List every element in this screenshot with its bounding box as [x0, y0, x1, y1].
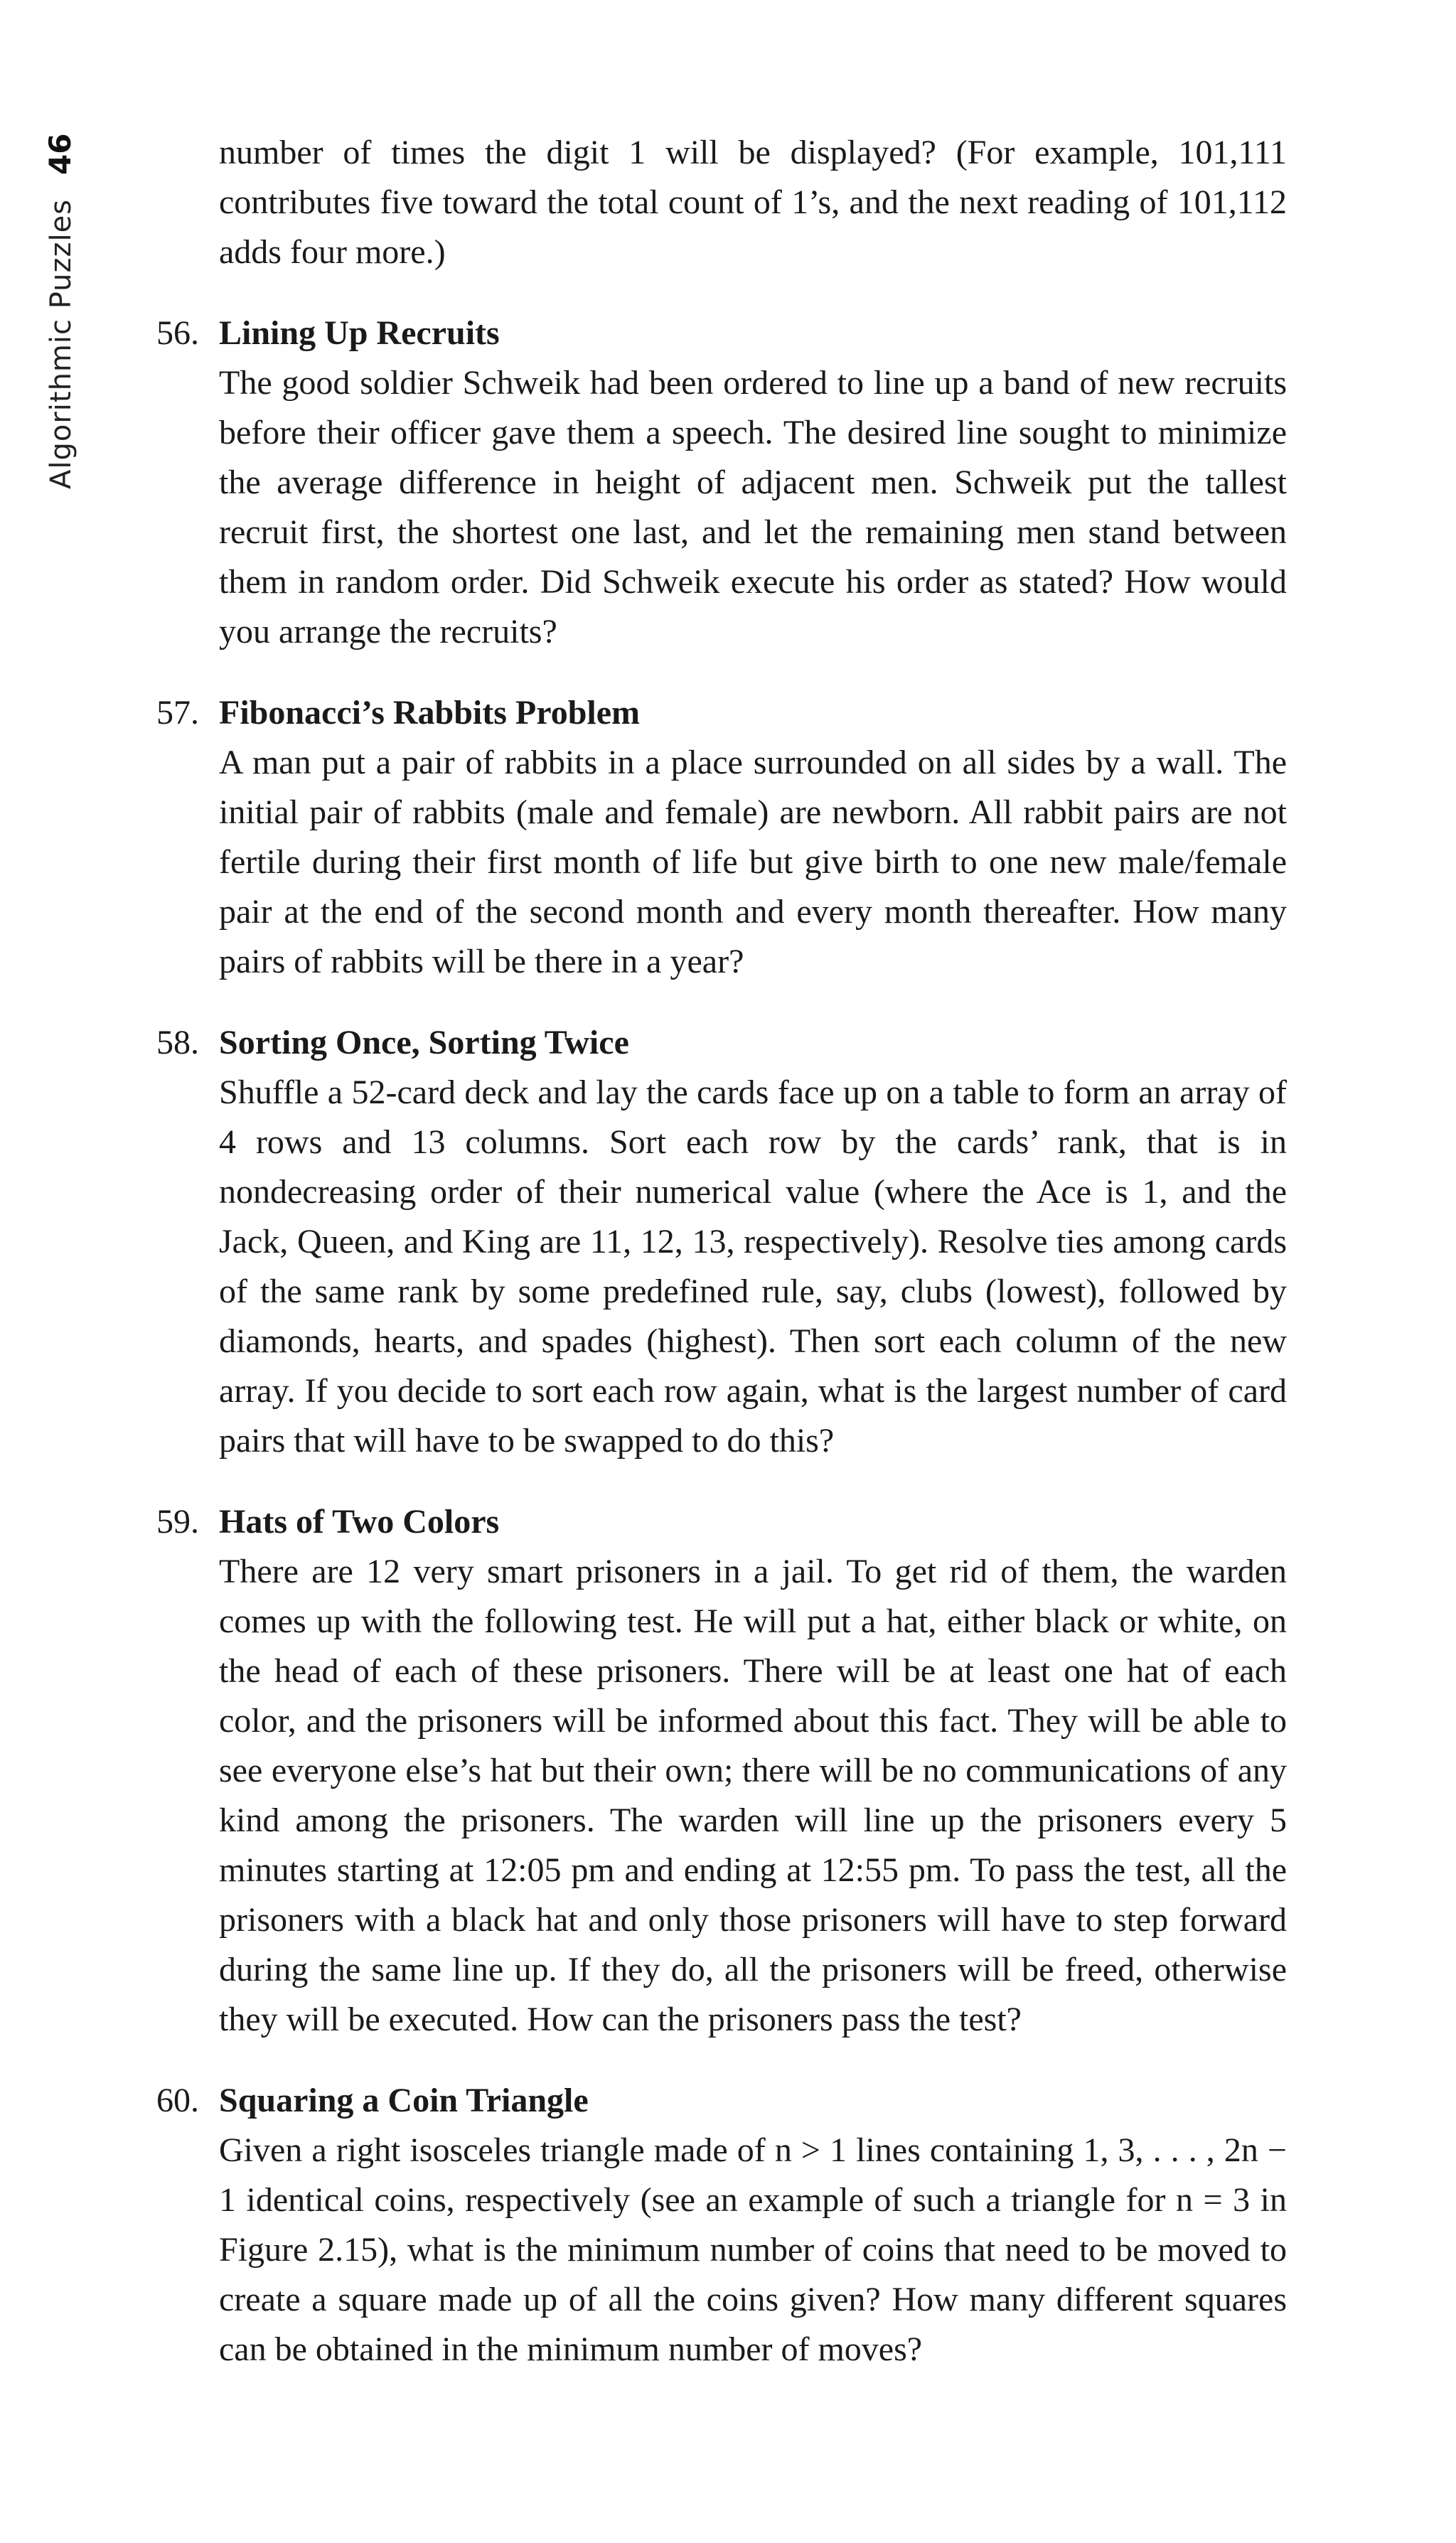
problem-title: Lining Up Recruits: [219, 314, 500, 352]
problem-59: [156, 1497, 1287, 2045]
problem-heading: [156, 2076, 1287, 2126]
page-number: 46: [43, 133, 77, 175]
problem-title: Hats of Two Colors: [219, 1503, 500, 1541]
page-content: [156, 128, 1287, 2375]
problem-58: [156, 1018, 1287, 1466]
problem-heading: [156, 309, 1287, 358]
problem-number: 57.: [156, 694, 199, 732]
problem-heading: [156, 1018, 1287, 1068]
continuation-paragraph: number of times the digit 1 will be displayed? (For example, 101,111 contributes five toward the total count of 1’s, and the next reading of 101,112 adds four more.): [219, 134, 1287, 271]
problem-56: [156, 309, 1287, 657]
section-name: Algorithmic Puzzles: [45, 198, 77, 489]
problem-heading: [156, 1497, 1287, 1547]
problem-number: 58.: [156, 1024, 199, 1061]
problem-title: Squaring a Coin Triangle: [219, 2082, 589, 2119]
problem-60: [156, 2076, 1287, 2375]
problem-body: A man put a pair of rabbits in a place surrounded on all sides by a wall. The initial pair of rabbits (male and female) are newborn. All rabbit pairs are not fertile during their first month of life but give birth to one new male/female pair at the end of the second month and every month thereafter. How many pairs of rabbits will be there in a year?: [219, 744, 1287, 980]
problem-57: [156, 688, 1287, 987]
problem-body: Given a right isosceles triangle made of n > 1 lines containing 1, 3, . . . , 2n − 1 identical coins, respectively (see an example of such a triangle for n = 3 in Figure 2.15), what is the minimum number of coins that need to be moved to create a square made up of all the coins given? How many different squares can be obtained in the minimum number of moves?: [219, 2131, 1287, 2368]
running-head-rotated: [43, 134, 77, 490]
problem-body: Shuffle a 52-card deck and lay the cards face up on a table to form an array of 4 rows and 13 columns. Sort each row by the cards’ rank, that is in nondecreasing order of their numerical value (where the Ace is 1, and the Jack, Queen, and King are 11, 12, 13, respectively). Resolve ties among cards of the same rank by some predefined rule, say, clubs (lowest), followed by diamonds, hearts, and spades (highest). Then sort each column of the new array. If you decide to sort each row again, what is the largest number of card pairs that will have to be swapped to do this?: [219, 1074, 1287, 1460]
problem-title: Fibonacci’s Rabbits Problem: [219, 694, 641, 732]
problem-number: 56.: [156, 314, 199, 352]
problem-number: 59.: [156, 1503, 199, 1541]
problem-number: 60.: [156, 2082, 199, 2119]
problem-heading: [156, 688, 1287, 738]
problem-title: Sorting Once, Sorting Twice: [219, 1024, 629, 1061]
problem-body: The good soldier Schweik had been ordered to line up a band of new recruits before their officer gave them a speech. The desired line sought to minimize the average difference in height of adjacent men. Schweik put the tallest recruit first, the shortest one last, and let the remaining men stand between them in random order. Did Schweik execute his order as stated? How would you arrange the recruits?: [219, 364, 1287, 651]
problem-body: There are 12 very smart prisoners in a jail. To get rid of them, the warden comes up with the following test. He will put a hat, either black or white, on the head of each of these prisoners. There will be at least one hat of each color, and the prisoners will be informed about this fact. They will be able to see everyone else’s hat but their own; there will be no communications of any kind among the prisoners. The warden will line up the prisoners every 5 minutes starting at 12:05 pm and ending at 12:55 pm. To pass the test, all the prisoners with a black hat and only those prisoners will have to step forward during the same line up. If they do, all the prisoners will be freed, otherwise they will be executed. How can the prisoners pass the test?: [219, 1553, 1287, 2038]
